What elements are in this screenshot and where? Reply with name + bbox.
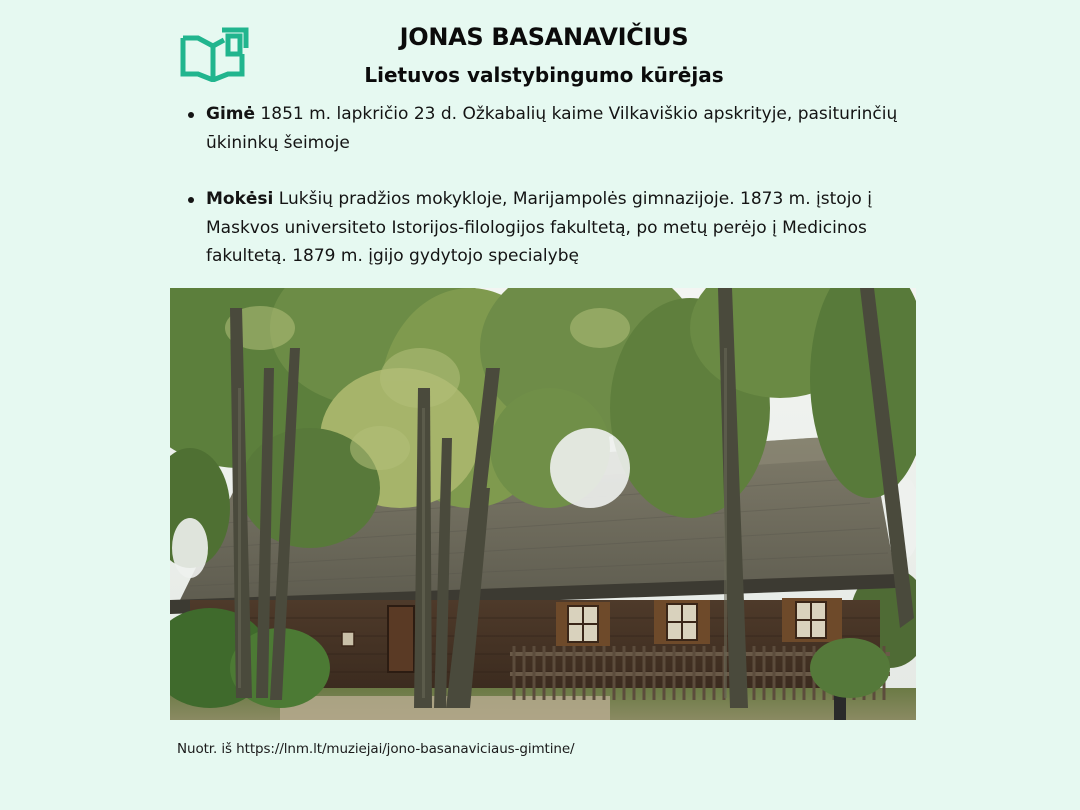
bullet-item-born: [186, 100, 906, 157]
bullet-item-studied: [186, 185, 906, 271]
page-subtitle: Lietuvos valstybingumo kūrėjas: [364, 63, 724, 87]
bullet-term: Gimė: [206, 104, 256, 124]
bullet-dot: [188, 197, 194, 203]
bullet-text: 1851 m. lapkričio 23 d. Ožkabalių kaime Vilkaviškio apskrityje, pasiturinčių ūkininkų šeimoje: [206, 104, 898, 153]
page-title: JONAS BASANAVIČIUS: [399, 23, 689, 51]
bullet-dot: [188, 112, 194, 118]
house-photo: [170, 288, 916, 720]
bullet-term: Mokėsi: [206, 189, 274, 209]
photo-caption: Nuotr. iš https://lnm.lt/muziejai/jono-basanaviciaus-gimtine/: [177, 741, 575, 757]
bullet-list: [186, 100, 906, 271]
bullet-text: Lukšių pradžios mokykloje, Marijampolės gimnazijoje. 1873 m. įstojo į Maskvos universiteto Istorijos-filologijos fakultetą, po metų perėjo į Medicinos fakultetą. 1879 m. įgijo gydytojo specialybę: [206, 189, 872, 266]
